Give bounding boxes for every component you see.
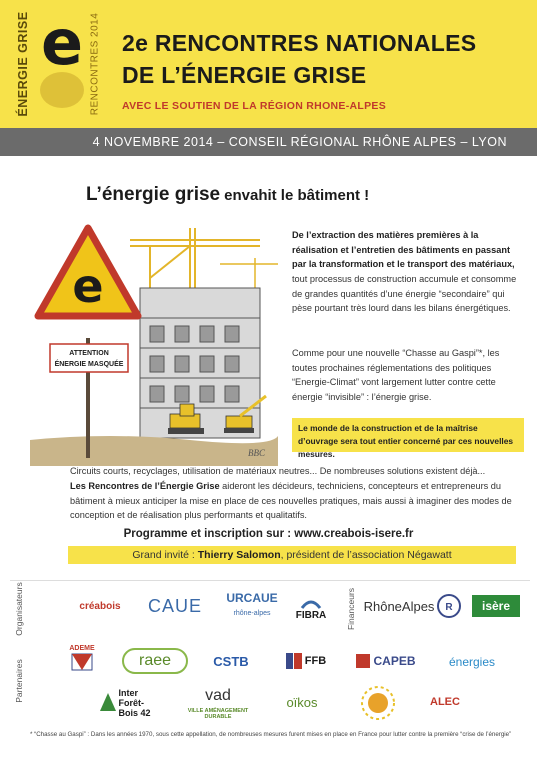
sign-text-line2: ÉNERGIE MASQUÉE xyxy=(54,361,124,368)
intro-bold-text: De l’extraction des matières premières à la réalisation et l’entretien des bâtiments en passant par la transformation et le transport des matériaux, xyxy=(292,230,515,269)
body-rest: aideront les décideurs, techniciens, concepteurs et entrepreneurs du bâtiment à mieux anticiper la mise en place de ces nouvelles pratiques, mais aussi à imaginer des modes de conception et de réalisation plus performants et qualitatifs. xyxy=(70,481,512,520)
body-bold-lead: Les Rencontres de l’Énergie Grise xyxy=(70,481,220,491)
rhonealpes-mark-icon xyxy=(436,593,462,619)
vertical-rencontres-label: RENCONTRES 2014 xyxy=(89,12,101,116)
alec-logo: ALEC xyxy=(430,696,460,708)
guest-name: Thierry Salomon xyxy=(197,549,281,561)
headline-part1: L’énergie grise xyxy=(86,184,221,205)
sun-logo-icon xyxy=(358,684,398,722)
main-title-line2: DE L’ÉNERGIE GRISE xyxy=(122,62,367,88)
ffb-mark-icon xyxy=(286,653,302,669)
financers-label: Financeurs xyxy=(346,587,356,631)
rhonealpes-logo: RhôneAlpes xyxy=(363,598,435,614)
e-logo-icon xyxy=(36,12,88,112)
organisers-label: Organisateurs xyxy=(14,582,24,636)
oikos-logo: oïkos xyxy=(286,694,318,710)
isere-logo: isère xyxy=(472,595,520,617)
partners-section xyxy=(10,636,530,728)
vad-logo: vad xyxy=(205,687,231,704)
guest-band: Grand invité : Thierry Salomon, président de l’association Négawatt xyxy=(68,546,516,564)
illustrator-signature: BBC xyxy=(248,448,265,458)
svg-text:R: R xyxy=(445,602,453,613)
date-band xyxy=(0,128,537,156)
urcaue-sub: rhône-alpes xyxy=(233,609,271,617)
body-line1: Circuits courts, recyclages, utilisation de matériaux neutres... De nombreuses solutions existent déjà... xyxy=(70,466,486,476)
vertical-energie-label: ÉNERGIE GRISE xyxy=(16,11,30,117)
creabois-logo: créabois xyxy=(79,600,121,612)
sign-text-line1: ATTENTION xyxy=(69,350,109,357)
support-subtitle: AVEC LE SOUTIEN DE LA RÉGION RHONE-ALPES xyxy=(122,100,387,112)
header-banner xyxy=(0,0,537,128)
headline-part2: envahit le bâtiment ! xyxy=(224,187,370,204)
ademe-logo: ADEME xyxy=(62,638,102,678)
capeb-mark-icon xyxy=(356,654,370,668)
fibra-mark-icon xyxy=(300,596,322,610)
tree-icon xyxy=(100,693,116,713)
ecoenergies-logo: énergies xyxy=(448,655,496,669)
ffb-logo: FFB xyxy=(278,648,334,674)
body-paragraph xyxy=(70,479,520,523)
caue-logo: CAUE xyxy=(147,595,202,616)
highlight-box: Le monde de la construction et de la maîtrise d’ouvrage sera tout entier concerné par ces nouvelles mesures. xyxy=(292,418,524,452)
ademe-mark-icon xyxy=(71,652,93,672)
cstb-logo: CSTB xyxy=(213,653,249,669)
construction-cartoon-illustration xyxy=(30,218,278,466)
inter-foret-bois-logo: Inter Forêt-Bois 42 xyxy=(96,688,166,718)
svg-text:e: e xyxy=(40,12,84,79)
headline xyxy=(86,184,369,206)
sign-letter: e xyxy=(72,259,104,313)
event-date-location: 4 NOVEMBRE 2014 – CONSEIL RÉGIONAL RHÔNE ALPES – LYON xyxy=(92,135,507,149)
intro-normal-text: tout processus de construction accumule et consomme de grandes quantités d’une énergie “secondaire” qui pèse pourtant très lourd dans les bilans énergétiques. xyxy=(292,274,517,313)
fibra-logo: FIBRA xyxy=(290,591,332,625)
organisers-section xyxy=(10,580,530,636)
partners-label: Partenaires xyxy=(14,659,24,703)
main-title-line1: 2e RENCONTRES NATIONALES xyxy=(122,30,477,56)
intro-paragraph-2: Comme pour une nouvelle “Chasse au Gaspi”*, les toutes prochaines réglementations des politiques “Energie-Climat” vont largement lutter contre cette énergie “invisible” : l’énergie grise. xyxy=(292,348,500,402)
programme-link[interactable]: Programme et inscription sur : www.creabois-isere.fr xyxy=(123,528,414,540)
raee-logo: raee xyxy=(122,648,188,674)
capeb-logo: CAPEB xyxy=(354,648,418,674)
urcaue-logo: URCAUE xyxy=(226,591,278,605)
footnote: * “Chasse au Gaspi” : Dans les années 1970, sous cette appellation, de nombreuses mesures furent mises en place en France pour lutter contre la première “crise de l’énergie” xyxy=(30,731,512,738)
vad-sub: VILLE AMÉNAGEMENT DURABLE xyxy=(187,708,249,720)
